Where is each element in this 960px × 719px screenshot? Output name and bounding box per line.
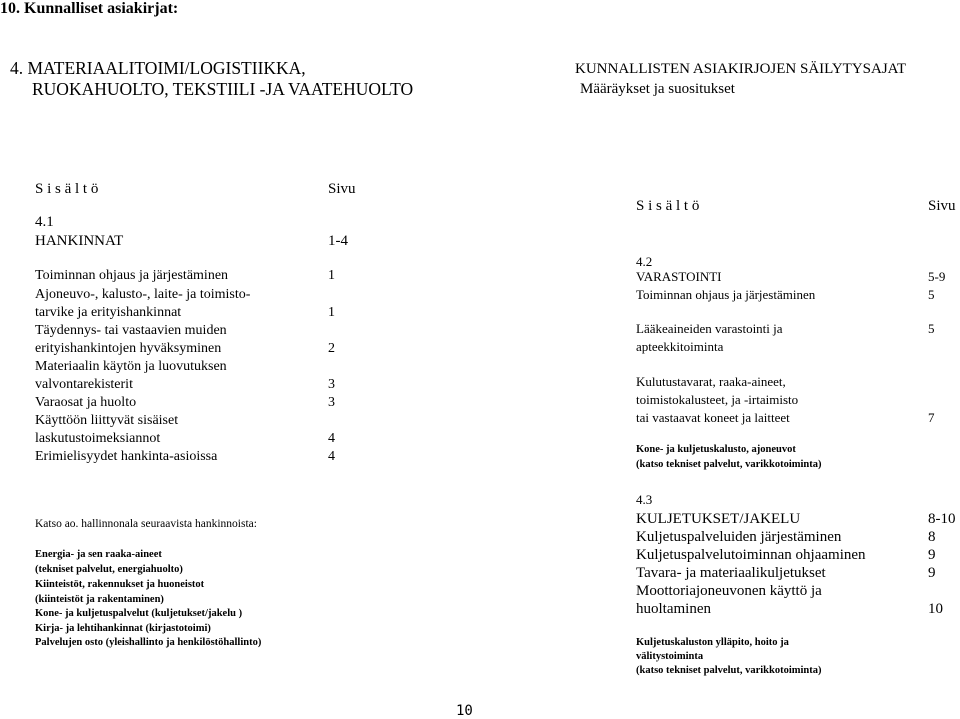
toc-row-text: Toiminnan ohjaus ja järjestäminen: [35, 268, 229, 283]
section-title: VARASTOINTI: [636, 269, 722, 284]
toc-row-text: Lääkeaineiden varastointi ja: [636, 321, 783, 336]
toc-row-text: Käyttöön liittyvät sisäiset: [35, 413, 179, 428]
toc-row-text: laskutustoimeksiannot: [35, 431, 161, 446]
see-also-item: Kone- ja kuljetuspalvelut (kuljetukset/jakelu ): [35, 608, 243, 619]
toc-note: Kone- ja kuljetuskalusto, ajoneuvot: [636, 444, 796, 455]
section-pages: 8-10: [928, 511, 956, 527]
see-also-item: Kirja- ja lehtihankinnat (kirjastotoimi): [35, 623, 211, 634]
toc-row-page: 1: [328, 305, 335, 320]
document-title: KUNNALLISTEN ASIAKIRJOJEN SÄILYTYSAJAT: [575, 61, 906, 77]
see-also-item: (tekniset palvelut, energiahuolto): [35, 564, 183, 575]
toc-page-label: Sivu: [928, 198, 956, 214]
toc-row-text: tarvike ja erityishankinnat: [35, 305, 182, 320]
toc-row-text: Toiminnan ohjaus ja järjestäminen: [636, 287, 816, 302]
toc-row-page: 2: [328, 341, 335, 356]
toc-row-page: 5: [928, 287, 935, 302]
toc-row-page: 7: [928, 410, 935, 425]
toc-note: (katso tekniset palvelut, varikkotoiminta): [636, 665, 822, 676]
section-title: KULJETUKSET/JAKELU: [636, 511, 801, 527]
toc-row-page: 3: [328, 377, 335, 392]
toc-row-text: Täydennys- tai vastaavien muiden: [35, 323, 227, 338]
toc-row-text: erityishankintojen hyväksyminen: [35, 341, 222, 356]
toc-row-page: 9: [928, 565, 936, 581]
toc-page-label: Sivu: [328, 181, 356, 197]
toc-row-text: tai vastaavat koneet ja laitteet: [636, 410, 790, 425]
toc-row-page: 5: [928, 321, 935, 336]
toc-row-page: 4: [328, 431, 335, 446]
toc-row-page: 9: [928, 547, 936, 563]
toc-row-page: 8: [928, 529, 936, 545]
toc-row-page: 4: [328, 449, 335, 464]
toc-row-text: huoltaminen: [636, 601, 711, 617]
toc-row-text: Ajoneuvo-, kalusto-, laite- ja toimisto-: [35, 287, 251, 302]
toc-row-text: Materiaalin käytön ja luovutuksen: [35, 359, 227, 374]
section-number: 4.3: [636, 492, 653, 507]
toc-row-text: Kulutustavarat, raaka-aineet,: [636, 374, 786, 389]
toc-note: (katso tekniset palvelut, varikkotoiminta): [636, 459, 822, 470]
toc-row-text: toimistokalusteet, ja -irtaimisto: [636, 392, 799, 407]
toc-row-page: 1: [328, 268, 335, 283]
chapter-heading: 10. Kunnalliset asiakirjat:: [0, 0, 179, 17]
toc-row-text: Moottoriajoneuvonen käyttö ja: [636, 583, 822, 599]
see-also-item: Palvelujen osto (yleishallinto ja henkilöstöhallinto): [35, 637, 262, 648]
toc-row-text: Kuljetuspalveluiden järjestäminen: [636, 529, 842, 545]
toc-row-page: 3: [328, 395, 335, 410]
toc-row-text: apteekkitoiminta: [636, 339, 724, 354]
section-heading-line2: RUOKAHUOLTO, TEKSTIILI -JA VAATEHUOLTO: [32, 79, 414, 99]
toc-row-page: 10: [928, 601, 943, 617]
toc-row-text: valvontarekisterit: [35, 377, 133, 392]
toc-row-text: Erimielisyydet hankinta-asioissa: [35, 449, 218, 464]
toc-note: välitystoiminta: [636, 651, 704, 662]
see-also-heading: Katso ao. hallinnonala seuraavista hankinnoista:: [35, 518, 257, 530]
see-also-item: Kiinteistöt, rakennukset ja huoneistot: [35, 579, 205, 590]
toc-row-text: Tavara- ja materiaalikuljetukset: [636, 565, 826, 581]
toc-row-text: Kuljetuspalvelutoiminnan ohjaaminen: [636, 547, 866, 563]
document-subtitle: Määräykset ja suositukset: [580, 81, 735, 97]
section-title: HANKINNAT: [35, 233, 124, 249]
section-pages: 1-4: [328, 233, 348, 249]
page-number: 10: [456, 703, 473, 719]
section-number: 4.1: [35, 214, 54, 230]
toc-label: S i s ä l t ö: [636, 198, 700, 214]
toc-note: Kuljetuskaluston ylläpito, hoito ja: [636, 637, 789, 648]
see-also-item: Energia- ja sen raaka-aineet: [35, 549, 162, 560]
toc-row-text: Varaosat ja huolto: [35, 395, 137, 410]
section-number: 4.2: [636, 254, 653, 269]
section-heading-line1: 4. MATERIAALITOIMI/LOGISTIIKKA,: [10, 58, 306, 78]
toc-label: S i s ä l t ö: [35, 181, 99, 197]
see-also-item: (kiinteistöt ja rakentaminen): [35, 594, 164, 605]
section-pages: 5-9: [928, 269, 946, 284]
